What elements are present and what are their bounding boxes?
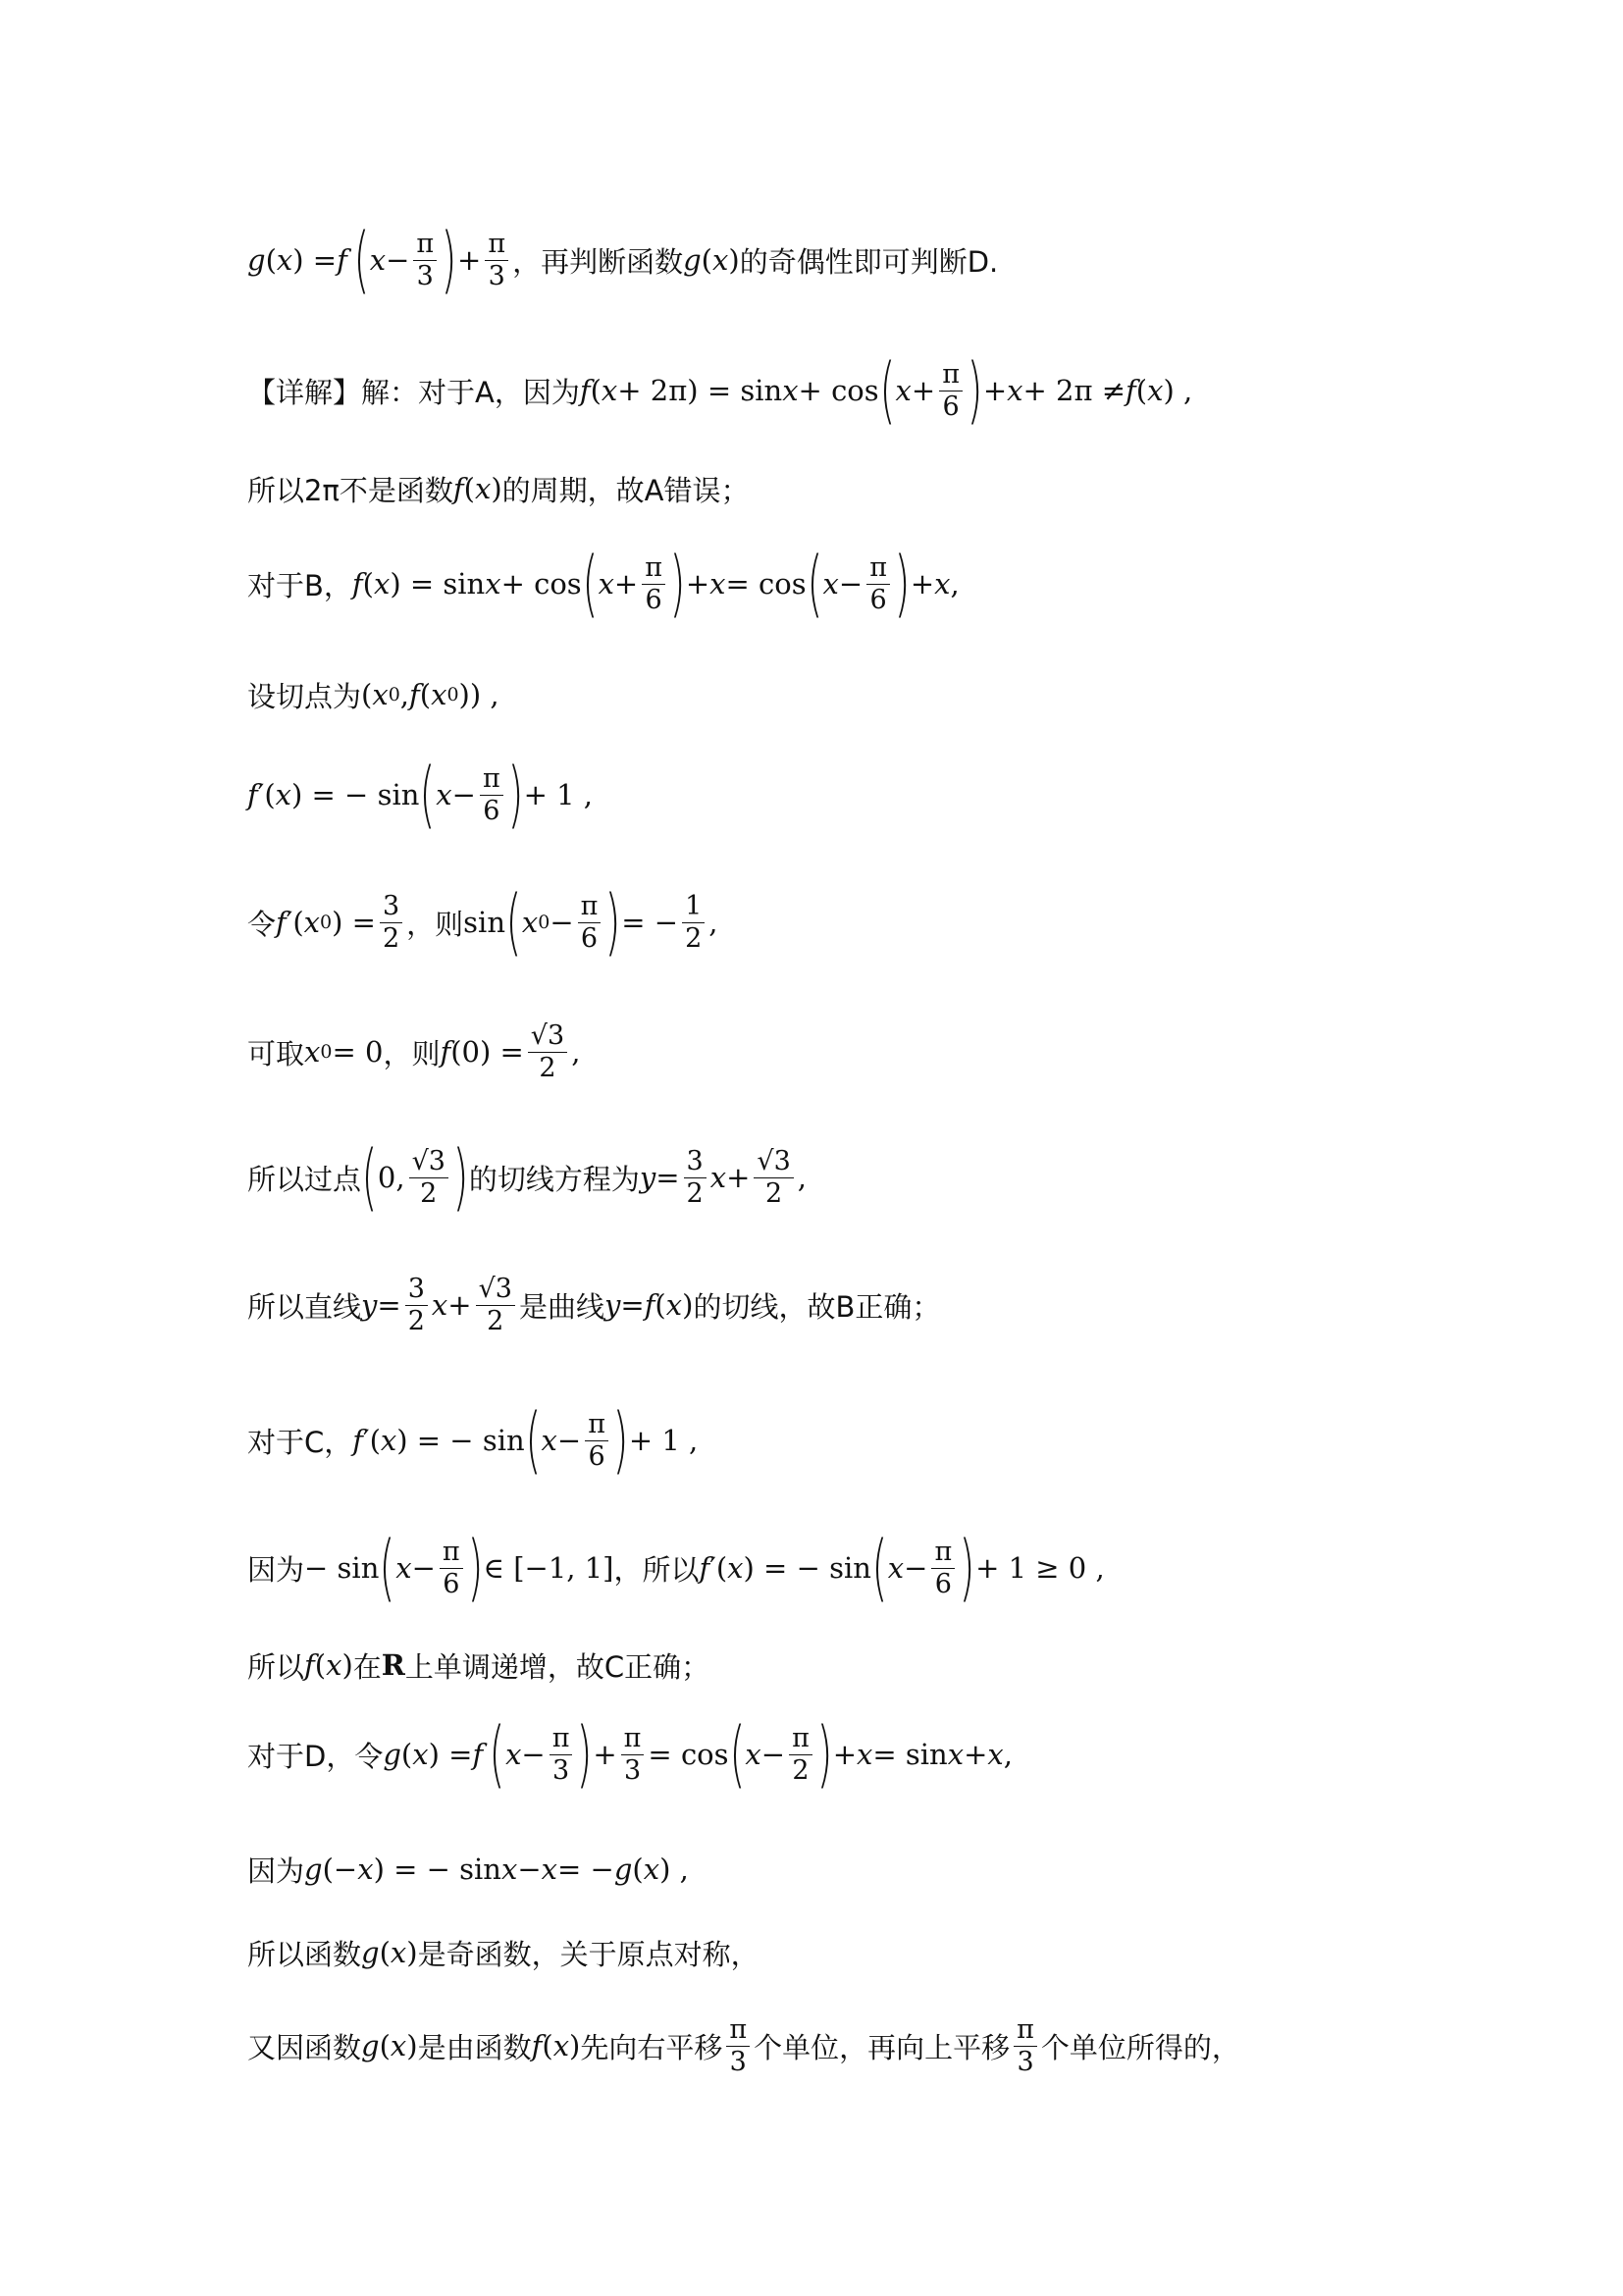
line-16-text-a: 所以函数: [247, 1937, 362, 1971]
line-7-text-a: 令: [247, 907, 277, 941]
text-line-2: 【详解】解：对于A，因为 f ( x + 2π) = sin x + cos ( x + $\frac{\pi}{6}$ ) + x + 2π ≠ f ( x ) ,: [247, 348, 1193, 433]
text-line-17: 又因函数 g ( x ) 是由函数 f ( x ) 先向右平移 $\frac{\pi}{3}$ 个单位，再向上平移 $\frac{\pi}{3}$ 个单位所得的，: [247, 2014, 1240, 2077]
line-10-text-a: 所以直线: [247, 1289, 362, 1324]
line-17-text-e: 个单位所得的，: [1040, 2030, 1240, 2064]
text-line-7: 令 f ′( x 0 ) = $\frac{3}{2}$ ，则 sin ( x 0 − $\frac{\pi}{6}$ ) = − $\frac{1}{2}$ ,: [247, 880, 718, 965]
text-line-4: 对于B， f ( x ) = sin x + cos ( x + $\frac{\pi}{6}$ ) + x = cos ( x − $\frac{\pi}{6}$ ) + x ,: [247, 542, 960, 626]
text-line-12: 因为 − sin ( x − $\frac{\pi}{6}$ ) ∈ [−1, 1] ，所以 f ′( x ) = − sin ( x − $\frac{\pi}{6}$ ) + 1 ≥ 0 ,: [247, 1526, 1105, 1610]
line-4-text-a: 对于B，: [247, 568, 352, 602]
line-9-text-a: 所以过点: [247, 1162, 362, 1196]
text-line-1: g ( x ) = f ( x − $\frac{\pi}{3}$ ) + $\frac{\pi}{3}$ ，再判断函数 g ( x ) 的奇偶性即可判断D.: [247, 218, 999, 302]
line-15-text-a: 因为: [247, 1853, 305, 1888]
line-3-text-b: 的周期，故A错误；: [501, 473, 750, 507]
line-8-text-a: 可取: [247, 1036, 305, 1070]
line-13-text-c: 上单调递增，故C正确；: [404, 1649, 710, 1684]
line-17-text-d: 个单位，再向上平移: [754, 2030, 1011, 2064]
line-5-text-a: 设切点为: [247, 679, 362, 713]
line-11-text-a: 对于C，: [247, 1425, 353, 1459]
text-line-16: 所以函数 g ( x ) 是奇函数，关于原点对称，: [247, 1904, 759, 2002]
line-13-text-b: 在: [352, 1649, 382, 1684]
text-line-5: 设切点为 ( x 0 , f ( x 0 )) ,: [247, 646, 499, 744]
line-16-text-b: 是奇函数，关于原点对称，: [417, 1937, 759, 1971]
text-line-6: f ′( x ) = − sin ( x − $\frac{\pi}{6}$ ) + 1 ,: [247, 753, 593, 837]
line-9-text-b: 的切线方程为: [468, 1162, 640, 1196]
text-line-8: 可取 x 0 = 0 ，则 f (0) = $\frac{√3}{2}$ ,: [247, 1020, 581, 1083]
line-10-text-b: 是曲线: [518, 1289, 604, 1324]
text-line-9: 所以过点 ( 0, $\frac{√3}{2}$ ) 的切线方程为 y = $\frac{3}{2}$ x + $\frac{√3}{2}$ ,: [247, 1135, 808, 1220]
line-13-real-set: R: [381, 1648, 405, 1682]
text-line-14: 对于D，令 g ( x ) = f ( x − $\frac{\pi}{3}$ ) + $\frac{\pi}{3}$ = cos ( x − $\frac{\pi}{2}$ ) + x = sin x + x ,: [247, 1712, 1013, 1797]
line-12-text-b: ，所以: [613, 1552, 700, 1587]
text-line-11: 对于C， f ′( x ) = − sin ( x − $\frac{\pi}{6}$ ) + 1 ,: [247, 1398, 699, 1483]
line-8-text-b: ，则: [383, 1036, 441, 1070]
text-line-15: 因为 g (− x ) = − sin x − x = − g ( x ) ,: [247, 1820, 689, 1918]
line-17-text-c: 先向右平移: [580, 2030, 723, 2064]
text-line-3: 所以2π不是函数 f ( x ) 的周期，故A错误；: [247, 440, 750, 538]
line-7-text-b: ，则: [406, 907, 464, 941]
text-line-10: 所以直线 y = $\frac{3}{2}$ x + $\frac{√3}{2}$ 是曲线 y = f ( x ) 的切线，故B正确；: [247, 1274, 941, 1336]
line-14-text-a: 对于D，令: [247, 1739, 384, 1773]
line-1-text-b: 的奇偶性即可判断D.: [739, 244, 999, 279]
line-13-text-a: 所以: [247, 1649, 305, 1684]
line-1-text-a: ，再判断函数: [512, 244, 684, 279]
line-17-text-a: 又因函数: [247, 2030, 362, 2064]
line-17-text-b: 是由函数: [417, 2030, 532, 2064]
line-10-text-c: 的切线，故B正确；: [693, 1289, 941, 1324]
line-3-text-a: 所以2π不是函数: [247, 473, 453, 507]
line-12-text-a: 因为: [247, 1552, 305, 1587]
line-2-text-a: 【详解】解：对于A，因为: [247, 375, 580, 409]
text-line-13: 所以 f ( x ) 在 R 上单调递增，故C正确；: [247, 1616, 709, 1714]
